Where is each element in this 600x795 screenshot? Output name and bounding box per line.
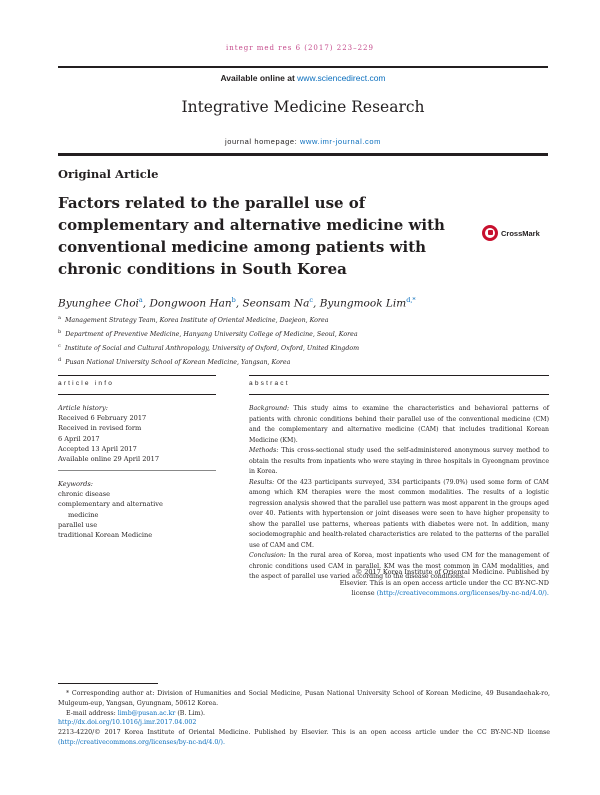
keywords-block — [58, 479, 216, 540]
history-item: Available online 29 April 2017 — [58, 455, 160, 464]
footnote-rule — [58, 683, 158, 684]
abstract-section-text: Of the 423 participants surveyed, 334 participants (79.0%) used some form of CAM among which KM therapies were the most common modalities. The results of a logistic regression analysis showed that the parallel use pattern was most apparent in the groups aged over 40. Patients with hypertension or joint diseases were seen to have higher propensity to show the parallel use patterns, whereas patients with diabetes were not. In addition, many sociodemographic and health-related characteristics are related to the patterns of the parallel use of CAM and CM. — [249, 478, 550, 549]
crossmark-label: CrossMark — [501, 228, 540, 238]
corresponding-author-note: * Corresponding author at: Division of Humanities and Social Medicine, Pusan National University School of Korean Medicine, 49 Busandaehak-ro, Mulgeum-eup, Yangsan, Gyungnam, 50612 Korea. — [58, 690, 550, 707]
affiliation-item — [58, 355, 558, 369]
abstract-copyright — [330, 567, 549, 599]
abstract-section-text: In the rural area of Korea, most inpatients who used CM for the management of chronic conditions used CAM in parallel. KM was the most common in CAM modalities, and the aspect of parallel use varied according to the disease conditions. — [249, 552, 549, 580]
abstract-section-text: This cross-sectional study used the self-administered anonymous survey method to obtain the results from inpatients who were staying in three hospitals in Gyeongnam province in Korea. — [249, 447, 549, 475]
author-affil-marker[interactable]: d,* — [406, 296, 416, 304]
author-affil-marker[interactable]: a — [138, 296, 143, 304]
article-type: Original Article — [58, 167, 159, 181]
abstract-paragraph — [249, 446, 549, 478]
keyword-item: traditional Korean Medicine — [58, 531, 153, 540]
copyright-text: © 2017 Korea Institute of Oriental Medicine. Published by Elsevier. This is an open access article under the CC BY-NC-ND license — [339, 568, 549, 597]
author-affil-marker[interactable]: c — [309, 296, 314, 304]
history-keywords-divider — [58, 470, 216, 471]
abstract-section-text: This study aims to examine the characteristics and behavioral patterns of patients with chronic conditions behind their parallel use of the conventional medicine (CM) and the complementary and alternative medicine (CAM) that includes traditional Korean Medicine (KM). — [249, 405, 550, 444]
email-label: E-mail address: — [66, 709, 116, 717]
author-name[interactable]: Dongwoon Han — [149, 297, 232, 310]
article-info-heading-rule — [58, 394, 216, 395]
abstract-section-label: Methods: — [249, 447, 279, 454]
affiliation-item — [58, 341, 558, 355]
available-online-line — [58, 73, 548, 83]
affiliation-marker: b — [58, 328, 62, 335]
affiliation-text: Pusan National University School of Korean Medicine, Yangsan, Korea — [65, 358, 291, 366]
journal-homepage-link[interactable]: www.imr-journal.com — [300, 137, 381, 146]
affiliation-marker: c — [58, 342, 61, 349]
license-link[interactable]: (http://creativecommons.org/licenses/by-nc-nd/4.0/). — [58, 738, 225, 746]
author-name[interactable]: Byunghee Choi — [58, 297, 139, 310]
license-note — [58, 728, 550, 748]
author-affil-marker[interactable]: b — [231, 296, 236, 304]
homepage-label: journal homepage: — [224, 137, 298, 146]
author-name[interactable]: Byungmook Lim — [319, 297, 407, 310]
license-text: 2213-4220/© 2017 Korea Institute of Oriental Medicine. Published by Elsevier. This is an open access article under the CC BY-NC-ND license — [58, 729, 550, 737]
email-link[interactable]: limb@pusan.ac.kr — [117, 709, 176, 717]
affiliation-marker: d — [58, 356, 62, 363]
affiliation-item — [58, 327, 558, 341]
abstract-paragraph — [249, 478, 549, 552]
keyword-item: chronic disease — [58, 490, 111, 499]
copyright-license-link[interactable]: (http://creativecommons.org/licenses/by-nc-nd/4.0/). — [376, 589, 549, 597]
abstract-body — [249, 404, 549, 583]
available-online-label: Available online at — [220, 73, 295, 83]
author-list: Byunghee Choi$^a$, Dongwoon Han$^b$, Seonsam Na$^c$, Byungmook Lim$^{d,*}$ — [58, 296, 416, 310]
affiliation-text: Management Strategy Team, Korea Institute of Oriental Medicine, Daejeon, Korea — [64, 317, 329, 325]
affiliation-marker: a — [58, 315, 61, 321]
abstract-paragraph — [249, 404, 549, 446]
journal-running-header: integr med res 6 (2017) 223–229 — [226, 44, 374, 52]
affiliation-text: Department of Preventive Medicine, Hanyang University College of Medicine, Seoul, Korea — [65, 330, 358, 338]
article-history — [58, 403, 216, 464]
crossmark-icon — [482, 225, 498, 241]
journal-homepage-line — [58, 137, 548, 146]
history-item: Received 6 February 2017 — [58, 414, 147, 423]
email-line — [58, 709, 550, 719]
affiliation-text: Institute of Social and Cultural Anthropology, University of Oxford, Oxford, United Kingdom — [64, 344, 360, 352]
keyword-item: complementary and alternative — [58, 500, 163, 509]
banner-top-rule — [58, 66, 548, 68]
history-item: Received in revised form — [58, 424, 142, 433]
email-owner: (B. Lim). — [177, 709, 206, 717]
history-item: Accepted 13 April 2017 — [58, 444, 137, 453]
sciencedirect-link[interactable]: www.sciencedirect.com — [297, 73, 386, 83]
affiliation-item — [58, 313, 558, 327]
author-name[interactable]: Seonsam Na — [242, 297, 310, 310]
article-history-label: Article history: — [58, 404, 108, 412]
crossmark-badge[interactable] — [482, 224, 552, 242]
keyword-item: medicine — [68, 510, 99, 519]
article-info-top-rule — [58, 375, 216, 376]
journal-title: Integrative Medicine Research — [181, 98, 425, 116]
abstract-heading-rule — [249, 394, 549, 395]
keywords-label: Keywords: — [58, 480, 93, 488]
abstract-section-label: Background: — [249, 405, 290, 412]
abstract-section-label: Conclusion: — [249, 552, 286, 559]
doi-link[interactable]: http://dx.doi.org/10.1016/j.imr.2017.04.002 — [58, 719, 197, 727]
abstract-section-label: Results: — [249, 478, 275, 486]
footnotes — [58, 689, 550, 748]
abstract-top-rule — [249, 375, 549, 376]
abstract-heading: abstract — [249, 380, 290, 387]
history-item: 6 April 2017 — [58, 434, 100, 443]
article-info-heading: article info — [58, 380, 115, 387]
banner-bottom-rule — [58, 153, 548, 156]
keyword-item: parallel use — [58, 520, 98, 529]
affiliation-list — [58, 313, 558, 369]
article-title: Factors related to the parallel use of complementary and alternative medicine with conventional medicine among patients with chronic conditions in South Korea — [58, 194, 445, 278]
